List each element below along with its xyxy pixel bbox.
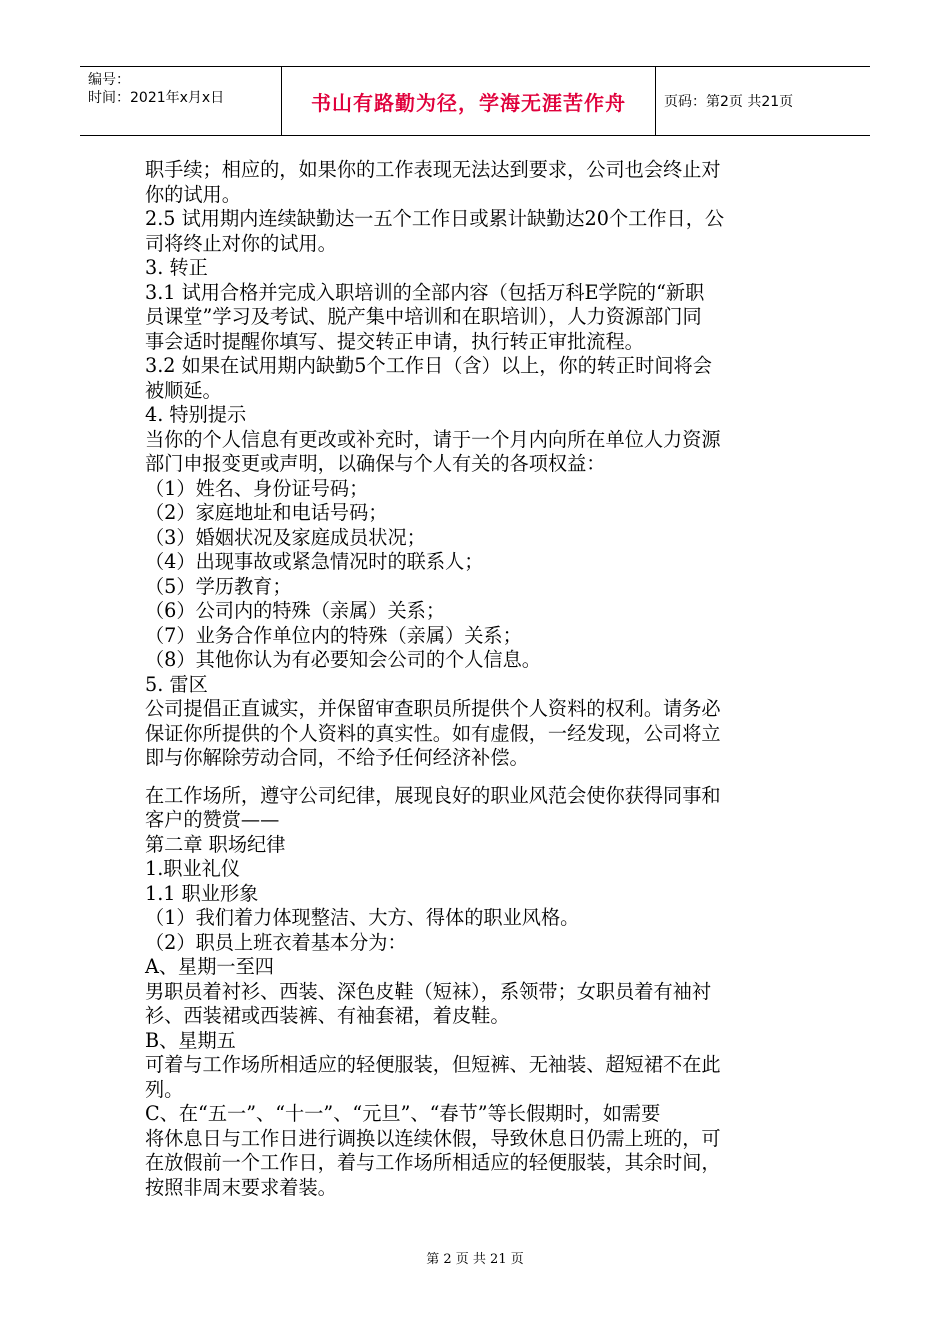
text-line: 当你的个人信息有更改或补充时，请于一个月内向所在单位人力资源 xyxy=(145,427,721,451)
text-line: 员课堂”学习及考试、脱产集中培训和在职培训），人力资源部门同 xyxy=(145,305,702,328)
text-line: 事会适时提醒你填写、提交转正申请，执行转正审批流程。 xyxy=(145,329,644,353)
sub-heading: A、星期一至四 xyxy=(145,955,274,978)
text-line: 2.5 试用期内连续缺勤达一五个工作日或累计缺勤达20个工作日，公 xyxy=(145,207,725,230)
text-line: 在工作场所，遵守公司纪律，展现良好的职业风范会使你获得同事和 xyxy=(145,783,721,807)
text-line: 被顺延。 xyxy=(145,378,222,402)
section-heading: 4. 特别提示 xyxy=(145,403,247,426)
text-line: 部门申报变更或声明，以确保与个人有关的各项权益： xyxy=(145,452,606,475)
list-item: （2）职员上班衣着基本分为： xyxy=(145,930,407,954)
page-header xyxy=(80,66,870,136)
text-line: 男职员着衬衫、西装、深色皮鞋（短袜），系领带；女职员着有袖衬 xyxy=(145,979,712,1003)
list-item: （6）公司内的特殊（亲属）关系； xyxy=(145,599,446,622)
sub-heading: B、星期五 xyxy=(145,1028,236,1052)
document-body xyxy=(145,158,815,1200)
header-page-info: 页码：第2页 共21页 xyxy=(664,94,794,110)
text-line: 3.2 如果在试用期内缺勤5个工作日（含）以上，你的转正时间将会 xyxy=(145,354,712,377)
header-motto: 书山有路勤为径，学海无涯苦作舟 xyxy=(282,67,656,135)
text-line: 职手续；相应的，如果你的工作表现无法达到要求，公司也会终止对 xyxy=(145,158,721,181)
list-item: （1）我们着力体现整洁、大方、得体的职业风格。 xyxy=(145,906,580,929)
list-item: （7）业务合作单位内的特殊（亲属）关系； xyxy=(145,623,522,647)
list-item: （4）出现事故或紧急情况时的联系人； xyxy=(145,550,484,573)
text-line: 保证你所提供的个人资料的真实性。如有虚假，一经发现，公司将立 xyxy=(145,721,721,745)
header-number: 编号： xyxy=(88,72,130,88)
text-line: 将休息日与工作日进行调换以连续休假，导致休息日仍需上班的，可 xyxy=(145,1126,721,1150)
text-line: 衫、西装裙或西装裤、有袖套裙，着皮鞋。 xyxy=(145,1004,510,1027)
text-line: 列。 xyxy=(145,1077,184,1101)
text-line: 可着与工作场所相适应的轻便服装，但短裤、无袖装、超短裙不在此 xyxy=(145,1053,721,1076)
page-footer: 第 2 页 共 21 页 xyxy=(426,1252,524,1267)
text-line: 司将终止对你的试用。 xyxy=(145,231,337,255)
text-line: 即与你解除劳动合同，不给予任何经济补偿。 xyxy=(145,746,529,769)
chapter-heading: 第二章 职场纪律 xyxy=(145,832,286,856)
section-heading: 5. 雷区 xyxy=(145,672,208,696)
list-item: （2）家庭地址和电话号码； xyxy=(145,501,388,524)
section-heading: 3. 转正 xyxy=(145,256,208,279)
text-line: C、在“五一”、“十一”、“元旦”、“春节”等长假期时，如需要 xyxy=(145,1102,661,1125)
list-item: （8）其他你认为有必要知会公司的个人信息。 xyxy=(145,648,541,671)
header-time: 时间：2021年x月x日 xyxy=(88,90,225,106)
list-item: （3）婚姻状况及家庭成员状况； xyxy=(145,525,426,549)
list-item: （5）学历教育； xyxy=(145,574,292,598)
text-line: 你的试用。 xyxy=(145,182,241,206)
section-heading: 1.职业礼仪 xyxy=(145,857,241,880)
text-line: 按照非周末要求着装。 xyxy=(145,1175,337,1199)
header-meta xyxy=(80,67,282,135)
text-line: 3.1 试用合格并完成入职培训的全部内容（包括万科E学院的“新职 xyxy=(145,280,705,304)
text-line: 客户的赞赏—— xyxy=(145,808,280,831)
text-line: 公司提倡正直诚实，并保留审查职员所提供个人资料的权利。请务必 xyxy=(145,697,721,720)
list-item: （1）姓名、身份证号码； xyxy=(145,476,369,500)
text-line: 在放假前一个工作日，着与工作场所相适应的轻便服装，其余时间， xyxy=(145,1151,721,1174)
section-heading: 1.1 职业形象 xyxy=(145,881,259,905)
